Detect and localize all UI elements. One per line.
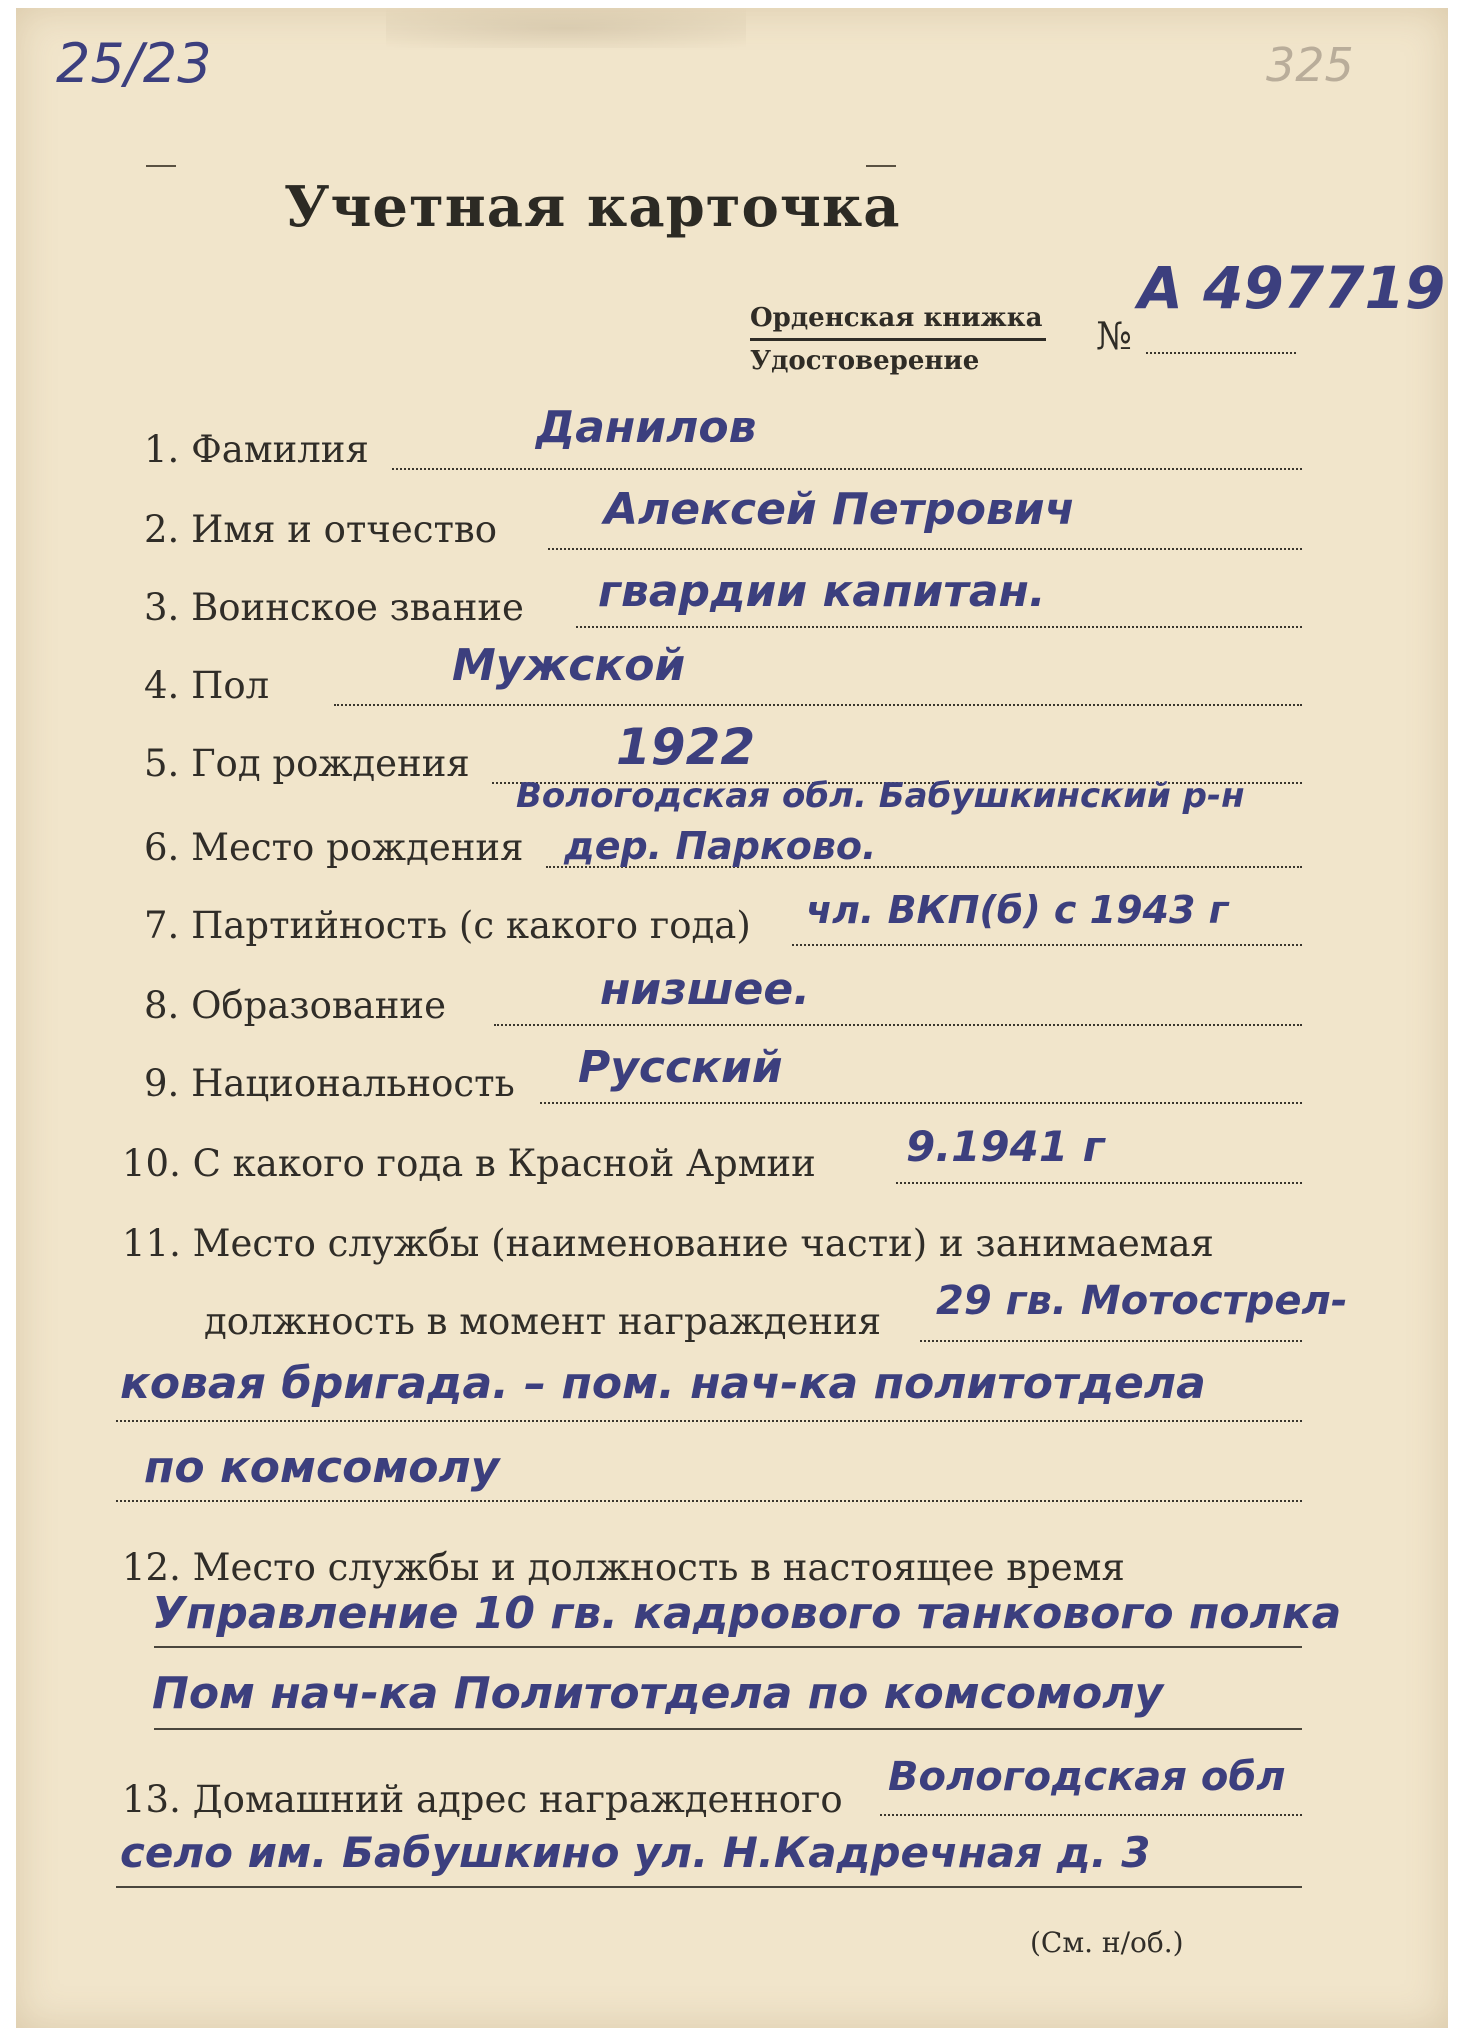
- field-label-birthplace: 6. Место рождения: [144, 826, 524, 869]
- tick-mark: [146, 165, 176, 167]
- field-value-birth-year: 1922: [616, 718, 756, 776]
- pencil-page-number: 325: [1266, 38, 1354, 92]
- order-book-line2: Удостоверение: [750, 346, 980, 376]
- field-line-service-3: [116, 1500, 1302, 1502]
- field-value-current-2: Пом нач-ка Политотдела по комсомолу: [152, 1668, 1164, 1719]
- field-value-birthplace: дер. Парково.: [564, 824, 877, 868]
- field-label-birth-year: 5. Год рождения: [144, 742, 470, 785]
- number-underline: [1146, 352, 1296, 354]
- field-value-service-2: ковая бригада. – пом. нач-ка политотдела: [120, 1358, 1206, 1409]
- field-value-service-1: 29 гв. Мотострел-: [936, 1278, 1348, 1324]
- field-label-position-at-award: должность в момент награждения: [204, 1300, 882, 1343]
- field-line-sex: [334, 704, 1302, 706]
- field-value-service-3: по комсомолу: [144, 1442, 500, 1493]
- field-label-service-at-award: 11. Место службы (наименование части) и занимаемая: [122, 1222, 1214, 1265]
- field-label-sex: 4. Пол: [144, 664, 270, 707]
- order-book-line1: Орденская книжка: [750, 298, 1046, 341]
- field-line-service-2: [116, 1420, 1302, 1422]
- field-line-service-1: [920, 1340, 1302, 1342]
- number-sign: №: [1096, 314, 1132, 358]
- field-value-army-since: 9.1941 г: [906, 1122, 1105, 1171]
- field-label-home-address: 13. Домашний адрес награжденного: [122, 1778, 843, 1821]
- field-line-education: [494, 1024, 1302, 1026]
- field-value-name: Алексей Петрович: [604, 484, 1075, 535]
- field-label-surname: 1. Фамилия: [144, 428, 369, 471]
- handwritten-file-number: 25/23: [56, 32, 212, 95]
- field-value-party: чл. ВКП(б) с 1943 г: [806, 888, 1229, 932]
- see-reverse-note: (См. н/об.): [1030, 1926, 1184, 1959]
- field-line-nationality: [540, 1102, 1302, 1104]
- field-line-surname: [392, 468, 1302, 470]
- field-value-surname: Данилов: [536, 402, 757, 453]
- field-line-army-since: [896, 1182, 1302, 1184]
- field-value-nationality: Русский: [578, 1042, 783, 1093]
- field-value-birthplace-region: Вологодская обл. Бабушкинский р-н: [516, 776, 1245, 816]
- field-label-nationality: 9. Национальность: [144, 1062, 515, 1105]
- order-book-number: А 497719: [1138, 254, 1446, 322]
- tick-mark: [866, 165, 896, 167]
- field-line-current-2: [154, 1728, 1302, 1730]
- field-label-rank: 3. Воинское звание: [144, 586, 524, 629]
- field-value-current-1: Управление 10 гв. кадрового танкового полка: [152, 1588, 1342, 1639]
- field-label-current-service: 12. Место службы и должность в настоящее время: [122, 1546, 1125, 1589]
- field-line-rank: [576, 626, 1302, 628]
- field-label-army-since: 10. С какого года в Красной Армии: [122, 1142, 816, 1185]
- field-line-name: [548, 548, 1302, 550]
- field-label-education: 8. Образование: [144, 984, 446, 1027]
- order-book-label: [750, 298, 1046, 381]
- card-title: Учетная карточка: [284, 174, 901, 240]
- field-value-education: низшее.: [600, 964, 810, 1015]
- field-label-party: 7. Партийность (с какого года): [144, 904, 751, 947]
- field-line-address-1: [880, 1814, 1302, 1816]
- field-value-address-2: село им. Бабушкино ул. Н.Кадречная д. 3: [120, 1828, 1151, 1877]
- field-value-rank: гвардии капитан.: [598, 566, 1046, 617]
- field-line-party: [792, 944, 1302, 946]
- field-value-address-1: Вологодская обл: [888, 1754, 1286, 1800]
- field-value-sex: Мужской: [452, 640, 686, 691]
- field-label-name: 2. Имя и отчество: [144, 508, 498, 551]
- award-record-card: [16, 8, 1448, 2028]
- paper-smudge: [386, 8, 746, 48]
- field-line-current-1: [154, 1646, 1302, 1648]
- field-line-address-2: [116, 1886, 1302, 1888]
